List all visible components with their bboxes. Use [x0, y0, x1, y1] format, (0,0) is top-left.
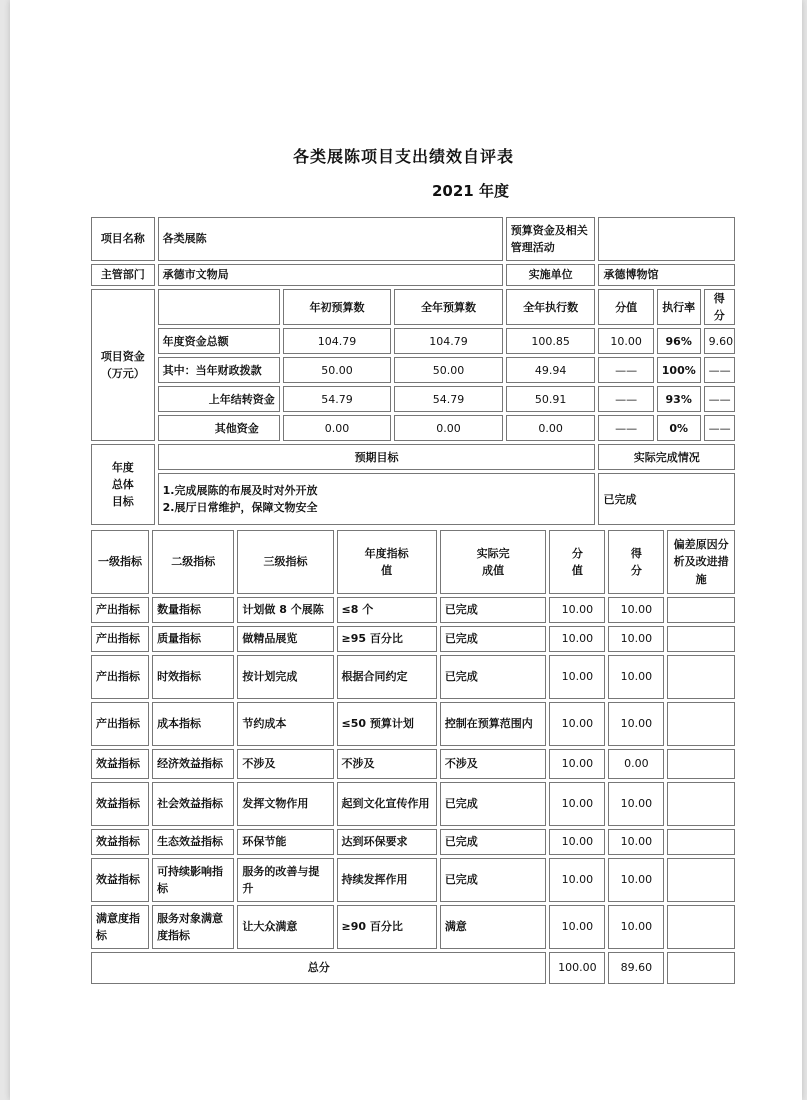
funds-rate: 100% [657, 357, 701, 383]
level1: 效益指标 [91, 749, 149, 779]
supervisor-label: 主管部门 [91, 264, 155, 286]
goals-actual: 已完成 [598, 473, 735, 525]
header-score-value: 分值 [549, 530, 605, 594]
score: 10.00 [608, 905, 664, 949]
level1: 效益指标 [91, 829, 149, 855]
deviation [667, 782, 735, 826]
project-name: 各类展陈 [158, 217, 503, 261]
target: ≥90 百分比 [337, 905, 437, 949]
actual: 已完成 [440, 626, 547, 652]
score-value: 10.00 [549, 749, 605, 779]
document-title: 各类展陈项目支出绩效自评表 [292, 147, 514, 166]
deviation [667, 829, 735, 855]
level3: 不涉及 [237, 749, 333, 779]
total-value: 100.00 [549, 952, 605, 984]
header-deviation: 偏差原因分析及改进措施 [667, 530, 735, 594]
funds-score-value: —— [598, 386, 653, 412]
total-score: 89.60 [608, 952, 664, 984]
level3: 服务的改善与提升 [237, 858, 333, 902]
table-row [91, 473, 735, 525]
goals-expected-line: 2.展厅日常维护，保障文物安全 [162, 501, 318, 515]
table-row [91, 597, 735, 623]
goals-expected-header: 预期目标 [158, 444, 596, 470]
score: 10.00 [608, 597, 664, 623]
implementer-label: 实施单位 [506, 264, 596, 286]
funds-rate: 93% [657, 386, 701, 412]
level1: 产出指标 [91, 655, 149, 699]
funds-initial: 0.00 [283, 415, 392, 441]
funds-score-value: —— [598, 415, 653, 441]
target: ≤8 个 [337, 597, 437, 623]
level1: 效益指标 [91, 858, 149, 902]
score: 10.00 [608, 626, 664, 652]
funds-header: 全年预算数 [394, 289, 503, 325]
table-row [91, 782, 735, 826]
actual: 满意 [440, 905, 547, 949]
funds-annual: 104.79 [394, 328, 503, 354]
level3: 环保节能 [237, 829, 333, 855]
goals-section-label: 年度总体目标 [91, 444, 155, 525]
level2: 经济效益指标 [152, 749, 234, 779]
funds-executed: 50.91 [506, 386, 596, 412]
funds-row-label: 上年结转资金 [158, 386, 280, 412]
table-row [91, 702, 735, 746]
target: 起到文化宣传作用 [337, 782, 437, 826]
funds-header: 分值 [598, 289, 653, 325]
table-row [91, 386, 735, 412]
level2: 可持续影响指标 [152, 858, 234, 902]
score-value: 10.00 [549, 858, 605, 902]
funds-score: —— [704, 386, 735, 412]
level2: 成本指标 [152, 702, 234, 746]
level1: 产出指标 [91, 702, 149, 746]
score: 10.00 [608, 858, 664, 902]
goals-actual-header: 实际完成情况 [598, 444, 735, 470]
target: 根据合同约定 [337, 655, 437, 699]
table-row [91, 905, 735, 949]
funds-score-value: 10.00 [598, 328, 653, 354]
funds-header: 得分 [704, 289, 735, 325]
score-value: 10.00 [549, 905, 605, 949]
score: 10.00 [608, 655, 664, 699]
target: ≥95 百分比 [337, 626, 437, 652]
goals-expected-line: 1.完成展陈的布展及时对外开放 [162, 484, 318, 498]
deviation [667, 626, 735, 652]
funds-header: 年初预算数 [283, 289, 392, 325]
score: 0.00 [608, 749, 664, 779]
target: 持续发挥作用 [337, 858, 437, 902]
table-header-row [91, 530, 735, 594]
table-row [91, 217, 735, 261]
level2: 生态效益指标 [152, 829, 234, 855]
level3: 发挥文物作用 [237, 782, 333, 826]
score-value: 10.00 [549, 702, 605, 746]
table-row [91, 444, 735, 470]
score: 10.00 [608, 702, 664, 746]
funds-initial: 104.79 [283, 328, 392, 354]
funds-annual: 0.00 [394, 415, 503, 441]
level2: 服务对象满意度指标 [152, 905, 234, 949]
level1: 满意度指标 [91, 905, 149, 949]
deviation [667, 905, 735, 949]
funds-header-blank [158, 289, 280, 325]
funds-score: —— [704, 357, 735, 383]
table-total-row [91, 952, 735, 984]
implementer: 承德博物馆 [598, 264, 735, 286]
actual: 已完成 [440, 655, 547, 699]
actual: 已完成 [440, 858, 547, 902]
funds-score-value: —— [598, 357, 653, 383]
funds-executed: 0.00 [506, 415, 596, 441]
table-row [91, 829, 735, 855]
actual: 不涉及 [440, 749, 547, 779]
table-row [91, 626, 735, 652]
funds-header: 执行率 [657, 289, 701, 325]
level1: 效益指标 [91, 782, 149, 826]
header-level2: 二级指标 [152, 530, 234, 594]
funds-rate: 96% [657, 328, 701, 354]
level3: 做精品展览 [237, 626, 333, 652]
funds-section-label: 项目资金（万元） [91, 289, 155, 441]
actual: 已完成 [440, 597, 547, 623]
deviation [667, 749, 735, 779]
deviation [667, 655, 735, 699]
header-level3: 三级指标 [237, 530, 333, 594]
total-label: 总分 [91, 952, 546, 984]
funds-header: 全年执行数 [506, 289, 596, 325]
header-score: 得分 [608, 530, 664, 594]
funds-row-label: 年度资金总额 [158, 328, 280, 354]
actual: 控制在预算范围内 [440, 702, 547, 746]
funds-initial: 54.79 [283, 386, 392, 412]
document-year: 2021 年度 [432, 182, 509, 200]
score-value: 10.00 [549, 829, 605, 855]
level2: 质量指标 [152, 626, 234, 652]
funds-row-label: 其他资金 [158, 415, 280, 441]
level2: 社会效益指标 [152, 782, 234, 826]
header-target: 年度指标值 [337, 530, 437, 594]
table-row [91, 357, 735, 383]
level2: 数量指标 [152, 597, 234, 623]
funds-score: —— [704, 415, 735, 441]
goals-expected [158, 473, 596, 525]
level3: 让大众满意 [237, 905, 333, 949]
deviation [667, 858, 735, 902]
score-value: 10.00 [549, 626, 605, 652]
target: 达到环保要求 [337, 829, 437, 855]
budget-activity-label: 预算资金及相关管理活动 [506, 217, 596, 261]
funds-executed: 100.85 [506, 328, 596, 354]
table-row [91, 415, 735, 441]
funds-executed: 49.94 [506, 357, 596, 383]
indicators-table [88, 527, 738, 987]
header-actual: 实际完成值 [440, 530, 547, 594]
project-info-table [88, 214, 738, 528]
score: 10.00 [608, 782, 664, 826]
funds-initial: 50.00 [283, 357, 392, 383]
project-name-label: 项目名称 [91, 217, 155, 261]
funds-score: 9.60 [704, 328, 735, 354]
total-deviation [667, 952, 735, 984]
score-value: 10.00 [549, 597, 605, 623]
funds-annual: 50.00 [394, 357, 503, 383]
table-row [91, 264, 735, 286]
level2: 时效指标 [152, 655, 234, 699]
table-row [91, 655, 735, 699]
funds-annual: 54.79 [394, 386, 503, 412]
actual: 已完成 [440, 829, 547, 855]
level3: 计划做 8 个展陈 [237, 597, 333, 623]
supervisor: 承德市文物局 [158, 264, 503, 286]
table-row [91, 328, 735, 354]
score-value: 10.00 [549, 655, 605, 699]
table-row [91, 749, 735, 779]
table-row [91, 858, 735, 902]
score: 10.00 [608, 829, 664, 855]
actual: 已完成 [440, 782, 547, 826]
target: 不涉及 [337, 749, 437, 779]
funds-rate: 0% [657, 415, 701, 441]
score-value: 10.00 [549, 782, 605, 826]
header-level1: 一级指标 [91, 530, 149, 594]
deviation [667, 597, 735, 623]
target: ≤50 预算计划 [337, 702, 437, 746]
level1: 产出指标 [91, 626, 149, 652]
level1: 产出指标 [91, 597, 149, 623]
level3: 节约成本 [237, 702, 333, 746]
table-row [91, 289, 735, 325]
budget-activity-value [598, 217, 735, 261]
funds-row-label: 其中：当年财政拨款 [158, 357, 280, 383]
level3: 按计划完成 [237, 655, 333, 699]
deviation [667, 702, 735, 746]
